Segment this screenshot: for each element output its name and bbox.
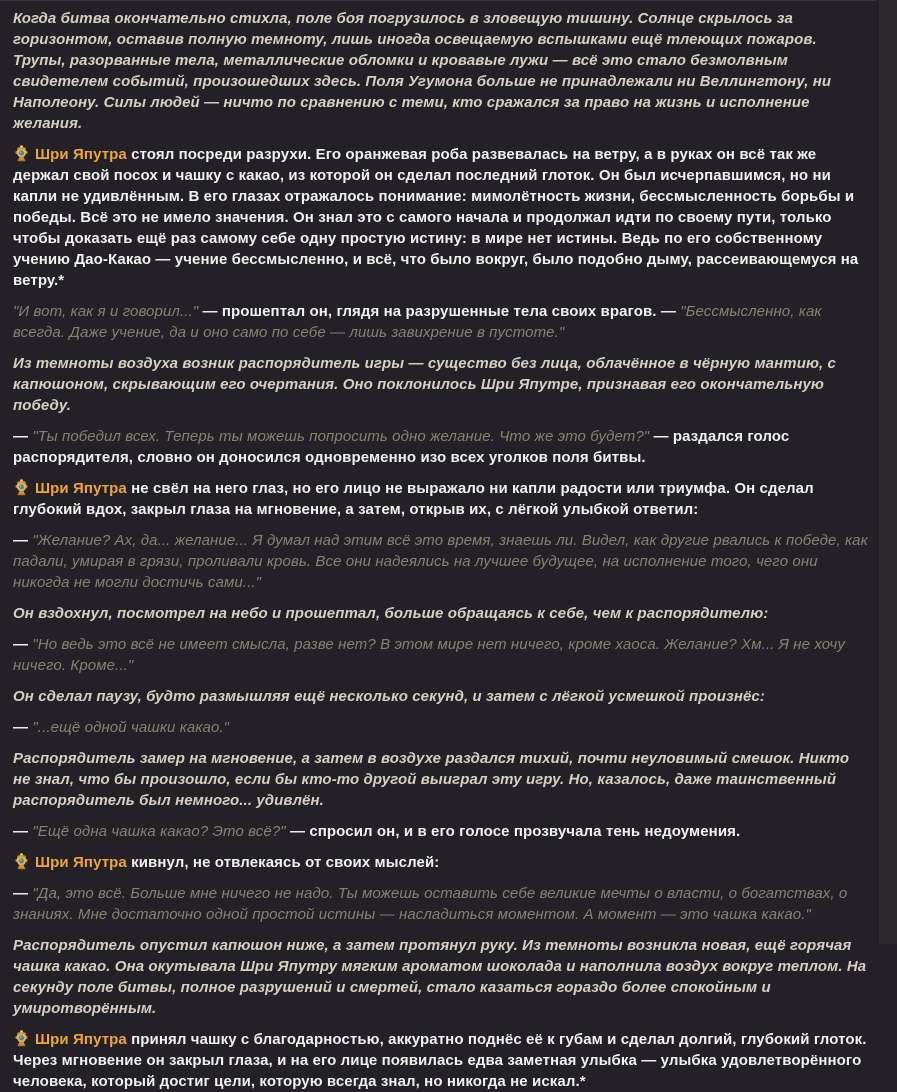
text-run-speech: — bbox=[13, 428, 33, 445]
character-name: Шри Япутра bbox=[35, 480, 127, 497]
text-run-quote: "Ты победил всех. Теперь ты можешь попросить одно желание. Что же это будет?" bbox=[32, 428, 654, 445]
golden-cocoa-urn-emoji bbox=[13, 1030, 30, 1047]
text-run-speech: — bbox=[13, 823, 33, 840]
paragraph bbox=[13, 883, 870, 925]
paragraph bbox=[13, 717, 870, 738]
text-run-speech: — спросил он, и в его голосе прозвучала тень недоумения. bbox=[289, 823, 741, 840]
text-run-quote: "Ещё одна чашка какао? Это всё?" bbox=[32, 823, 290, 840]
paragraph bbox=[13, 1029, 870, 1092]
text-run-quote: "Бессмысленно, как всегда. Даже учение, да и оно само по себе — лишь завихрение в пустоте." bbox=[13, 303, 822, 341]
golden-cocoa-urn-emoji bbox=[13, 145, 30, 162]
paragraph bbox=[13, 478, 870, 520]
text-run-speech: — раздался голос распорядителя, словно он доносился одновременно изо всех уголков поля битвы. bbox=[13, 428, 790, 466]
text-run-quote: "Но ведь это всё не имеет смысла, разве нет? В этом мире нет ничего, кроме хаоса. Желание? Хм... Я не хочу ничего. Кроме..." bbox=[13, 636, 846, 674]
character-name: Шри Япутра bbox=[35, 146, 127, 163]
text-run-speech: принял чашку с благодарностью, аккуратно поднёс её к губам и сделал долгий, глубокий глоток. Через мгновение он закрыл глаза, и на его лице появилась едва заметная улыбка — улыбка удовлетворённого человека, который достиг цели, которую всегда знал, но никогда не искал.* bbox=[13, 1031, 867, 1090]
paragraph bbox=[13, 603, 870, 624]
text-run-quote: "И вот, как я и говорил..." bbox=[13, 303, 203, 320]
paragraph bbox=[13, 634, 870, 676]
paragraph bbox=[13, 426, 870, 468]
paragraph bbox=[13, 8, 870, 134]
text-run-quote: "...ещё одной чашки какао." bbox=[32, 719, 230, 736]
text-run-quote: "Желание? Ах, да... желание... Я думал над этим всё это время, знаешь ли. Видел, как другие рвались к победе, как падали, умирая в грязи, проливали кровь. Все они надеялись на лучшее будущее, на исполнение того, чего они никогда не могли достичь сами..." bbox=[13, 532, 868, 591]
paragraph bbox=[13, 144, 870, 291]
paragraph bbox=[13, 530, 870, 593]
golden-cocoa-urn-emoji bbox=[13, 479, 30, 496]
text-run-speech: — bbox=[13, 636, 33, 653]
text-run-speech: стоял посреди разрухи. Его оранжевая роба развевалась на ветру, а в руках он всё так же держал свой посох и чашку с какао, из которой он сделал последний глоток. Он был исчерпавшимся, но ни капли не удивлённым. В его глазах отражалось понимание: мимолётность жизни, бессмысленность борьбы и победы. Всё это не имело значения. Он знал это с самого начала и продолжал идти по своему пути, только чтобы доказать ещё раз самому себе одну простую истину: в мире нет истины. Ведь по его собственному учению bbox=[13, 146, 855, 268]
text-run-narration: Распорядитель опустил капюшон ниже, а затем протянул руку. Из темноты возникла новая, ещё горячая чашка какао. Она окутывала Шри Япутру мягким ароматом шоколада и наполнила воздух вокруг теплом. На секунду поле битвы, полное разрушений и смертей, стало казаться гораздо более спокойным и умиротворённым. bbox=[13, 937, 867, 1017]
text-run-speech: не свёл на него глаз, но его лицо не выражало ни капли радости или триумфа. Он сделал глубокий вдох, закрыл глаза на мгновение, а затем, открыв их, с лёгкой улыбкой ответил: bbox=[13, 480, 814, 518]
text-run-speech: — bbox=[13, 885, 33, 902]
vertical-scrollbar[interactable] bbox=[877, 0, 897, 944]
text-run-quote: "Да, это всё. Больше мне ничего не надо. Ты можешь оставить себе великие мечты о власти, о богатствах, о знаниях. Мне достаточно одной простой истины — насладиться моментом. А момент — это чашка какао." bbox=[13, 885, 848, 923]
text-run-speech: — bbox=[13, 719, 33, 736]
text-run-narration: Он вздохнул, посмотрел на небо и прошептал, больше обращаясь к себе, чем к распорядителю: bbox=[13, 605, 769, 622]
paragraph bbox=[13, 353, 870, 416]
text-run-narration: Когда битва окончательно стихла, поле боя погрузилось в зловещую тишину. Солнце скрылось за горизонтом, оставив полную темноту, лишь иногда освещаемую вспышками ещё тлеющих пожаров. Трупы, разорванные тела, металлические обломки и кровавые лужи — всё это стало безмолвным свидетелем событий, произошедших здесь. Поля Угумона больше не принадлежали ни Веллингтону, ни Наполеону. Силы людей — ничто по сравнению с теми, кто сражался за право на жизнь и исполнение желания. bbox=[13, 10, 832, 132]
character-name: Шри Япутра bbox=[35, 854, 127, 871]
paragraph bbox=[13, 301, 870, 343]
paragraph bbox=[13, 852, 870, 873]
paragraph bbox=[13, 821, 870, 842]
golden-cocoa-urn-emoji bbox=[13, 853, 30, 870]
paragraph bbox=[13, 935, 870, 1019]
paragraph bbox=[13, 686, 870, 707]
paragraph bbox=[13, 748, 870, 811]
text-run-narration: Распорядитель замер на мгновение, а затем в воздухе раздался тихий, почти неуловимый смешок. Никто не знал, что бы произошло, если бы кто-то другой выиграл эту игру. Но, казалось, даже таинственный распорядитель был немного... удивлён. bbox=[13, 750, 850, 809]
text-run-speech: — bbox=[13, 532, 33, 549]
text-run-strong: Дао-Какао bbox=[74, 251, 152, 268]
character-name: Шри Япутра bbox=[35, 1031, 127, 1048]
text-run-narration: Он сделал паузу, будто размышляя ещё несколько секунд, и затем с лёгкой усмешкой произнёс: bbox=[13, 688, 765, 705]
text-run-speech: — прошептал он, глядя на разрушенные тела своих врагов. — bbox=[202, 303, 681, 320]
text-run-narration: Из темноты воздуха возник распорядитель игры — существо без лица, облачённое в чёрную мантию, с капюшоном, скрывающим его очертания. Оно поклонилось Шри Япутре, признавая его окончательную победу. bbox=[13, 355, 837, 414]
text-run-speech: кивнул, не отвлекаясь от своих мыслей: bbox=[126, 854, 440, 871]
text-run-speech: — учение бессмысленно, и всё, что было вокруг, было подобно дыму, рассеивающемуся на ветру.* bbox=[13, 251, 859, 289]
